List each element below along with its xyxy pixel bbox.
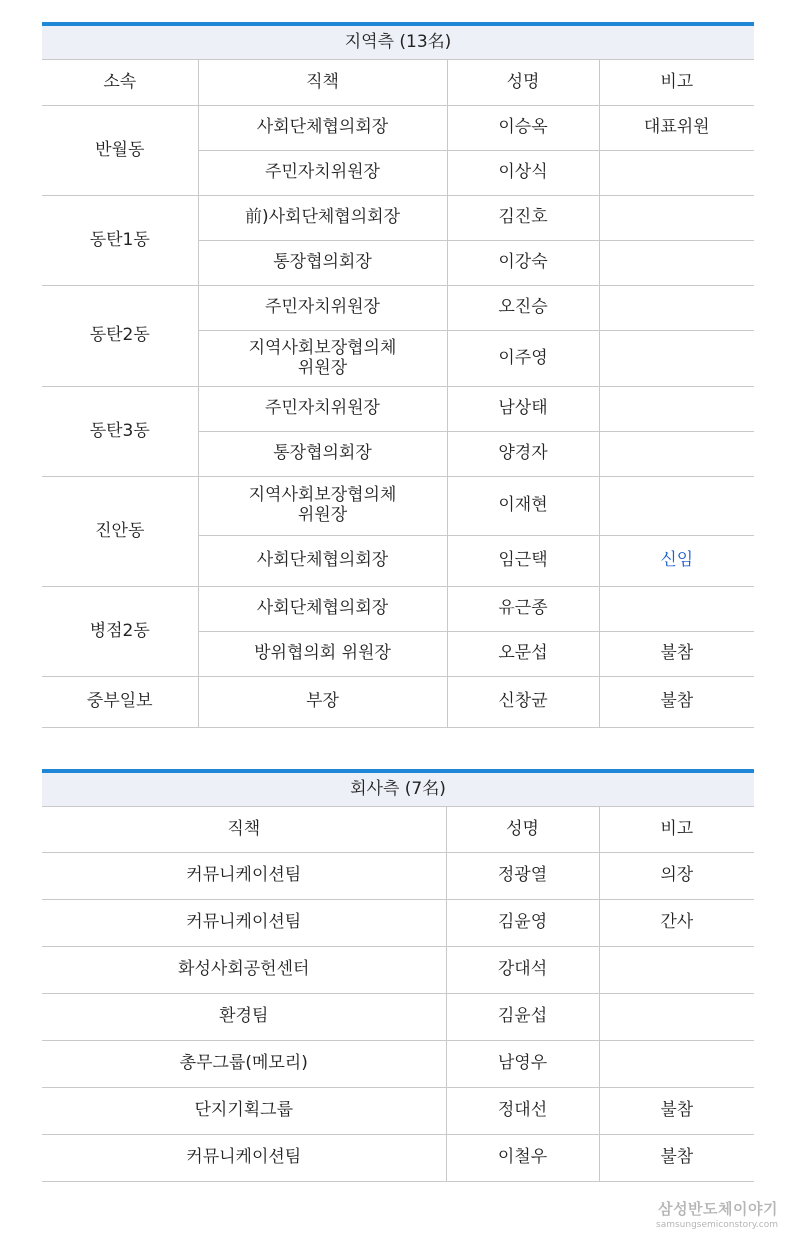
org-cell: 동탄2동 — [42, 286, 198, 387]
name-cell: 이승옥 — [447, 106, 599, 151]
note-cell — [599, 331, 754, 387]
note-cell: 불참 — [599, 1135, 754, 1182]
column-header-note: 비고 — [599, 60, 754, 106]
table-row — [42, 1041, 754, 1088]
region-members-table — [42, 22, 754, 728]
table-row — [42, 1088, 754, 1135]
name-cell: 남영우 — [446, 1041, 599, 1088]
name-cell: 임근택 — [447, 536, 599, 587]
position-cell: 주민자치위원장 — [198, 286, 447, 331]
watermark-url: samsungsemiconstory.com — [656, 1220, 778, 1230]
org-cell: 동탄3동 — [42, 387, 198, 477]
column-header-org: 소속 — [42, 60, 198, 106]
table-title: 회사측 (7名) — [42, 773, 754, 807]
position-line: 지역사회보장협의체 — [248, 337, 397, 358]
note-cell — [599, 587, 754, 632]
table-row — [42, 900, 754, 947]
position-cell: 사회단체협의회장 — [198, 106, 447, 151]
column-header-position: 직책 — [198, 60, 447, 106]
name-cell: 이강숙 — [447, 241, 599, 286]
note-cell — [599, 947, 754, 994]
note-cell — [599, 387, 754, 432]
name-cell: 이철우 — [446, 1135, 599, 1182]
name-cell: 김윤섭 — [446, 994, 599, 1041]
org-cell: 동탄1동 — [42, 196, 198, 286]
position-cell: 방위협의회 위원장 — [198, 632, 447, 677]
note-cell: 불참 — [599, 632, 754, 677]
note-cell — [599, 432, 754, 477]
note-cell — [599, 286, 754, 331]
name-cell: 이재현 — [447, 477, 599, 536]
note-cell: 대표위원 — [599, 106, 754, 151]
org-cell: 반월동 — [42, 106, 198, 196]
position-cell — [198, 477, 447, 536]
table-title: 지역측 (13名) — [42, 26, 754, 60]
column-header-position: 직책 — [42, 807, 446, 853]
position-cell: 주민자치위원장 — [198, 151, 447, 196]
table-row — [42, 587, 754, 632]
note-cell — [599, 241, 754, 286]
name-cell: 신창균 — [447, 677, 599, 728]
table-row — [42, 677, 754, 728]
note-cell — [599, 151, 754, 196]
name-cell: 김진호 — [447, 196, 599, 241]
position-line: 지역사회보장협의체 — [248, 485, 397, 506]
org-cell: 중부일보 — [42, 677, 198, 728]
name-cell: 이상식 — [447, 151, 599, 196]
name-cell: 김윤영 — [446, 900, 599, 947]
org-cell: 병점2동 — [42, 587, 198, 677]
position-line: 위원장 — [297, 357, 348, 378]
position-cell: 사회단체협의회장 — [198, 536, 447, 587]
position-line: 위원장 — [297, 505, 348, 525]
position-cell: 커뮤니케이션팀 — [42, 900, 446, 947]
table-row — [42, 387, 754, 432]
position-cell: 커뮤니케이션팀 — [42, 853, 446, 900]
table-row — [42, 1135, 754, 1182]
name-cell: 남상태 — [447, 387, 599, 432]
position-cell: 화성사회공헌센터 — [42, 947, 446, 994]
note-cell: 의장 — [599, 853, 754, 900]
table-row — [42, 853, 754, 900]
position-cell: 환경팀 — [42, 994, 446, 1041]
name-cell: 이주영 — [447, 331, 599, 387]
note-cell — [599, 994, 754, 1041]
column-header-name: 성명 — [446, 807, 599, 853]
name-cell: 강대석 — [446, 947, 599, 994]
note-cell — [599, 477, 754, 536]
note-cell-new: 신임 — [599, 536, 754, 587]
position-cell: 총무그룹(메모리) — [42, 1041, 446, 1088]
name-cell: 오문섭 — [447, 632, 599, 677]
note-cell: 간사 — [599, 900, 754, 947]
table-row — [42, 106, 754, 151]
note-cell: 불참 — [599, 1088, 754, 1135]
position-cell — [198, 331, 447, 387]
table-row — [42, 477, 754, 536]
position-cell: 통장협의회장 — [198, 432, 447, 477]
position-cell: 커뮤니케이션팀 — [42, 1135, 446, 1182]
column-header-name: 성명 — [447, 60, 599, 106]
name-cell: 오진승 — [447, 286, 599, 331]
position-cell: 통장협의회장 — [198, 241, 447, 286]
note-cell — [599, 196, 754, 241]
note-cell — [599, 1041, 754, 1088]
name-cell: 정대선 — [446, 1088, 599, 1135]
position-cell: 주민자치위원장 — [198, 387, 447, 432]
org-cell: 진안동 — [42, 477, 198, 587]
watermark — [656, 1198, 778, 1230]
name-cell: 유근종 — [447, 587, 599, 632]
column-header-note: 비고 — [599, 807, 754, 853]
table-row — [42, 947, 754, 994]
table-row — [42, 286, 754, 331]
table-row — [42, 196, 754, 241]
position-cell: 사회단체협의회장 — [198, 587, 447, 632]
position-cell: 부장 — [198, 677, 447, 728]
watermark-title: 삼성반도체이야기 — [658, 1200, 778, 1218]
position-cell: 단지기획그룹 — [42, 1088, 446, 1135]
company-members-table — [42, 769, 754, 1182]
name-cell: 정광열 — [446, 853, 599, 900]
name-cell: 양경자 — [447, 432, 599, 477]
table-row — [42, 994, 754, 1041]
note-cell: 불참 — [599, 677, 754, 728]
position-cell: 前)사회단체협의회장 — [198, 196, 447, 241]
